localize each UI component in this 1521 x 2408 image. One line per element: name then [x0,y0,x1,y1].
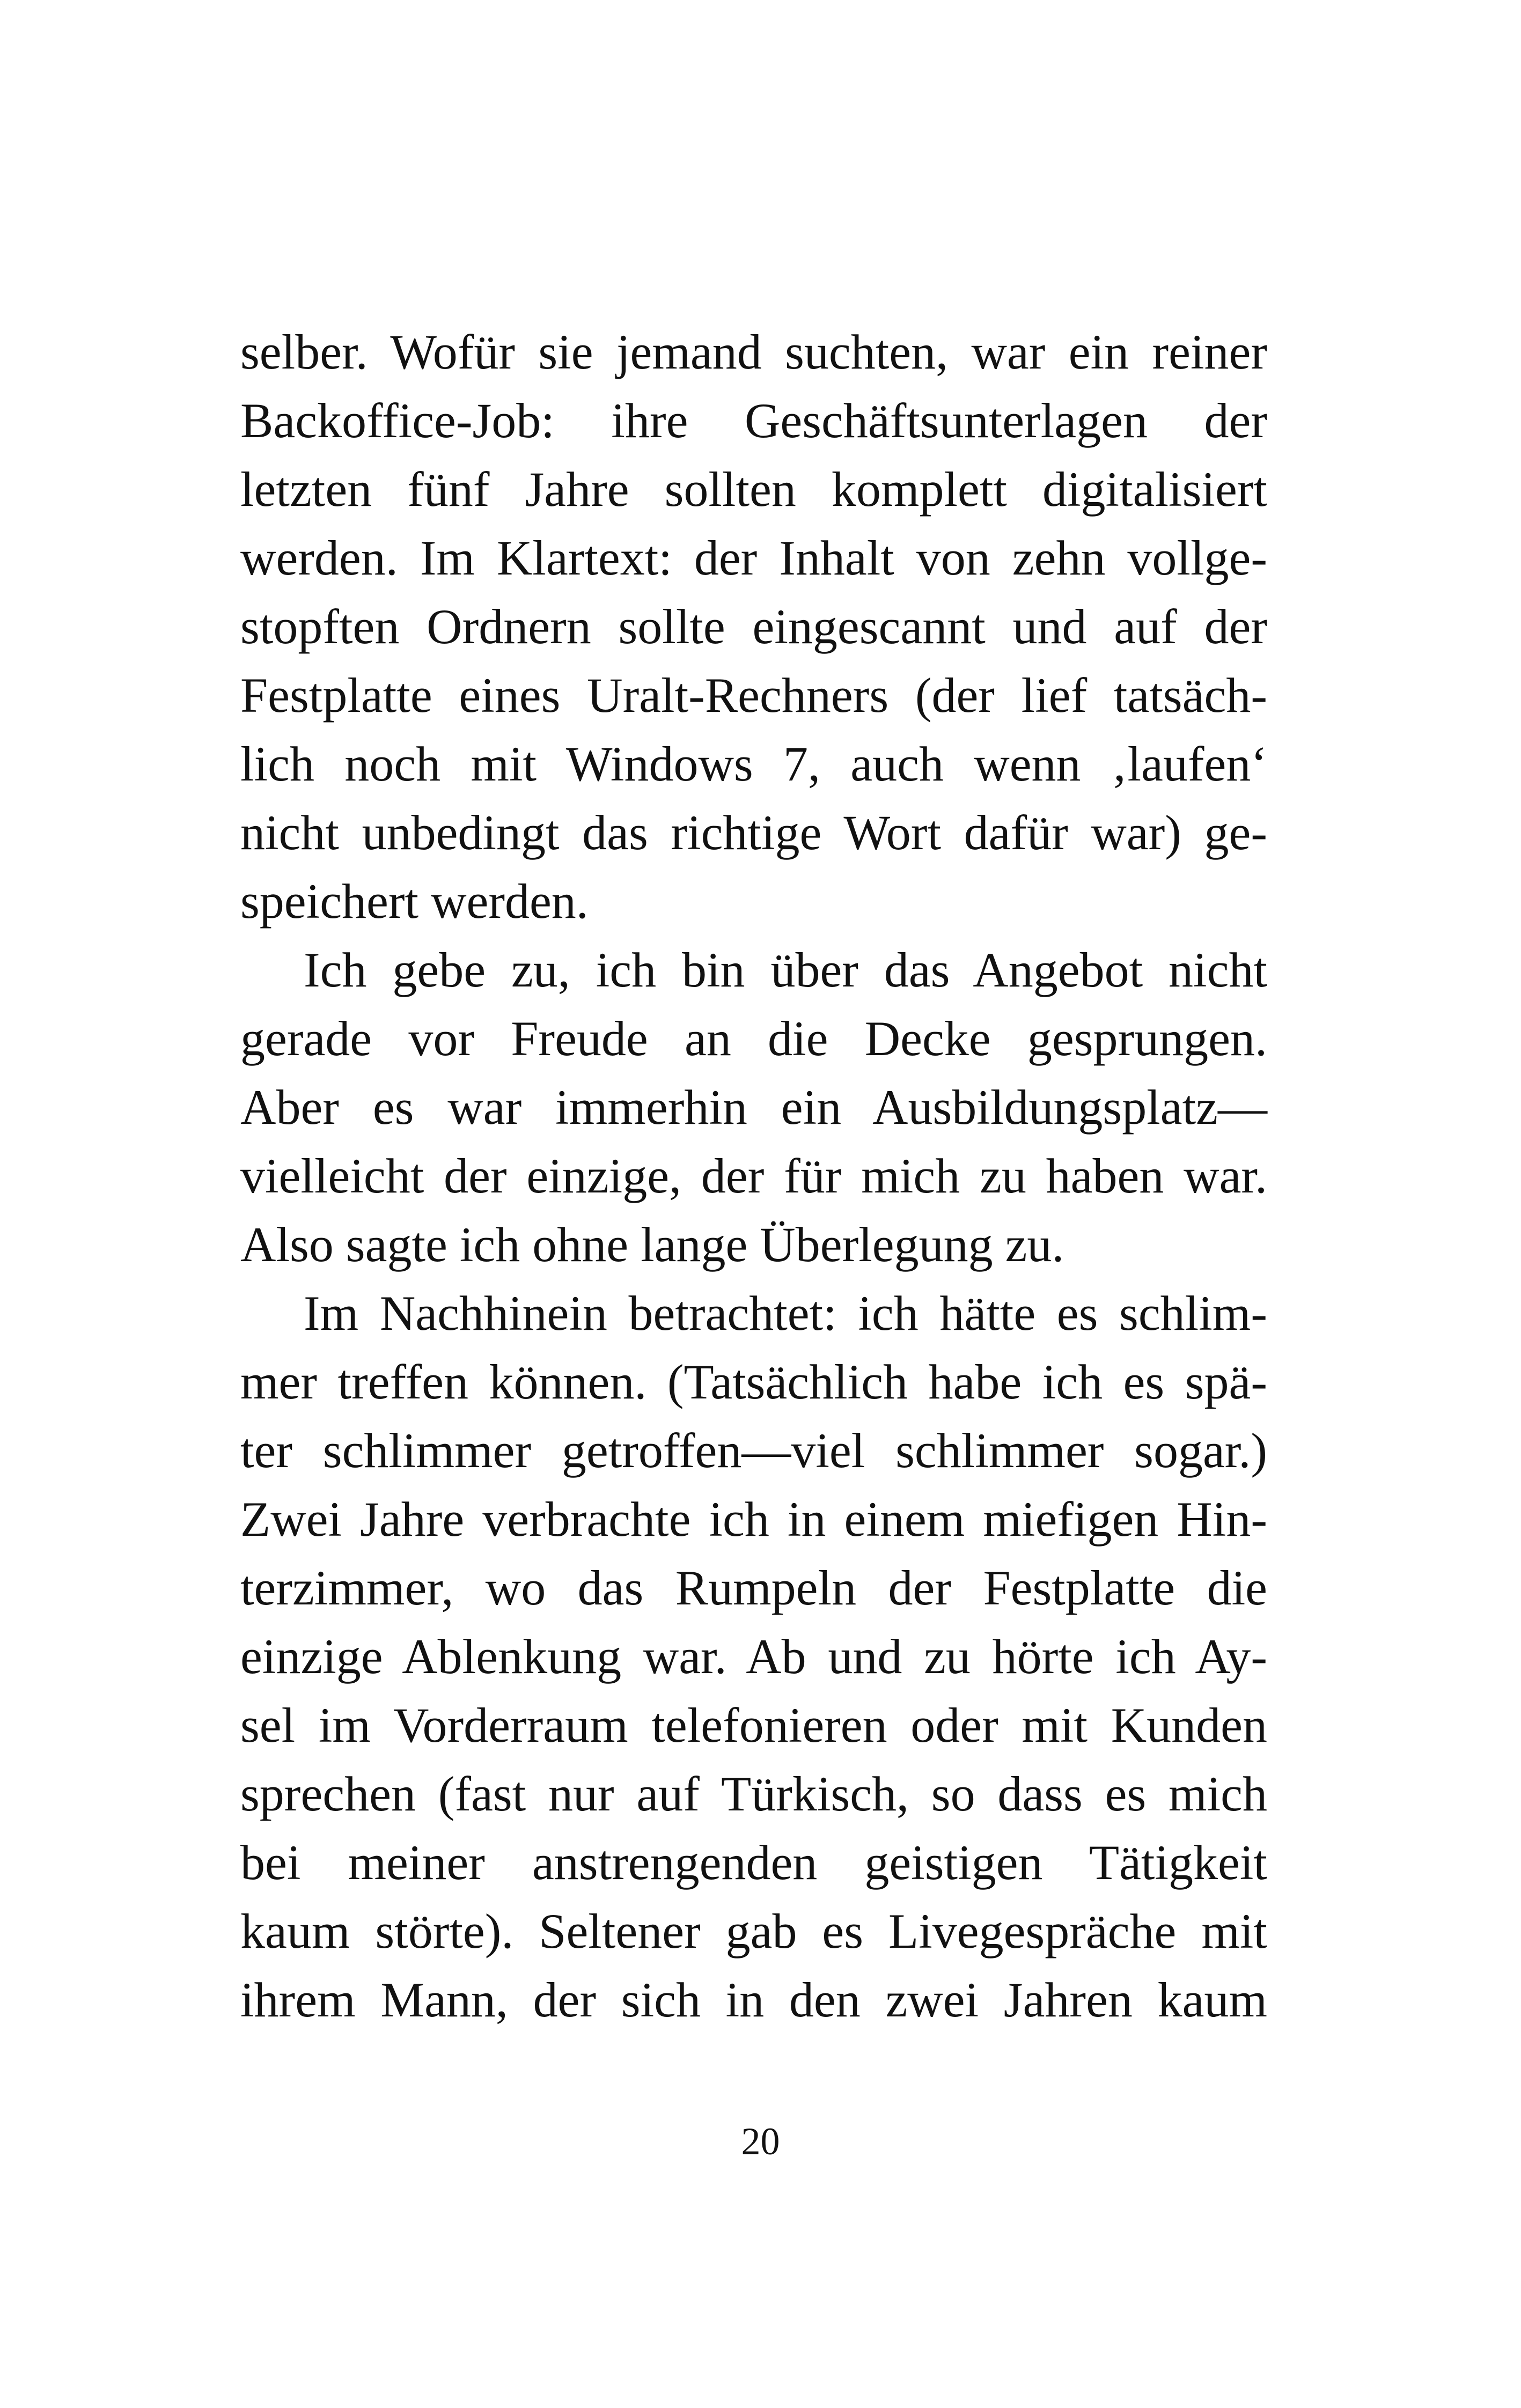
text-line: werden. Im Klartext: der Inhalt von zehn vollge- [240,531,1267,585]
text-line: stopften Ordnern sollte eingescannt und auf der [240,599,1267,654]
text-line: sel im Vorderraum telefonieren oder mit Kunden [240,1698,1267,1752]
text-line: selber. Wofür sie jemand suchten, war ein reiner [240,325,1267,379]
text-line: Aber es war immerhin ein Ausbildungsplatz— [240,1080,1267,1135]
text-line: bei meiner anstrengenden geistigen Tätigkeit [240,1835,1267,1890]
text-line: einzige Ablenkung war. Ab und zu hörte ich Ay- [240,1629,1267,1684]
text-line: vielleicht der einzige, der für mich zu haben war. [240,1148,1267,1203]
text-line: ihrem Mann, der sich in den zwei Jahren kaum [240,1972,1267,2027]
text-line: letzten fünf Jahre sollten komplett digitalisiert [240,462,1267,517]
text-line: lich noch mit Windows 7, auch wenn ‚laufen‘ [240,737,1267,791]
text-line: Also sagte ich ohne lange Überlegung zu. [240,1217,1064,1272]
text-line: mer treffen können. (Tatsächlich habe ich es spä- [240,1354,1267,1409]
text-line: sprechen (fast nur auf Türkisch, so dass es mich [240,1766,1267,1821]
text-line: kaum störte). Seltener gab es Livegespräche mit [240,1904,1267,1958]
text-line: terzimmer, wo das Rumpeln der Festplatte die [240,1560,1267,1615]
text-line: Backoffice-Job: ihre Geschäftsunterlagen der [240,393,1267,448]
page-number: 20 [741,2120,780,2163]
text-line: gerade vor Freude an die Decke gesprungen. [240,1011,1267,1066]
body-text [240,318,1267,2034]
text-line: nicht unbedingt das richtige Wort dafür war) ge- [240,805,1267,860]
text-line: speichert werden. [240,874,589,929]
paragraph-first-line: Im Nachhinein betrachtet: ich hätte es schlim- [304,1286,1267,1341]
text-line: Festplatte eines Uralt-Rechners (der lief tatsäch- [240,668,1267,723]
text-line: Zwei Jahre verbrachte ich in einem miefigen Hin- [240,1492,1267,1547]
text-line: ter schlimmer getroffen—viel schlimmer sogar.) [240,1423,1267,1478]
paragraph-first-line: Ich gebe zu, ich bin über das Angebot nicht [304,942,1267,997]
